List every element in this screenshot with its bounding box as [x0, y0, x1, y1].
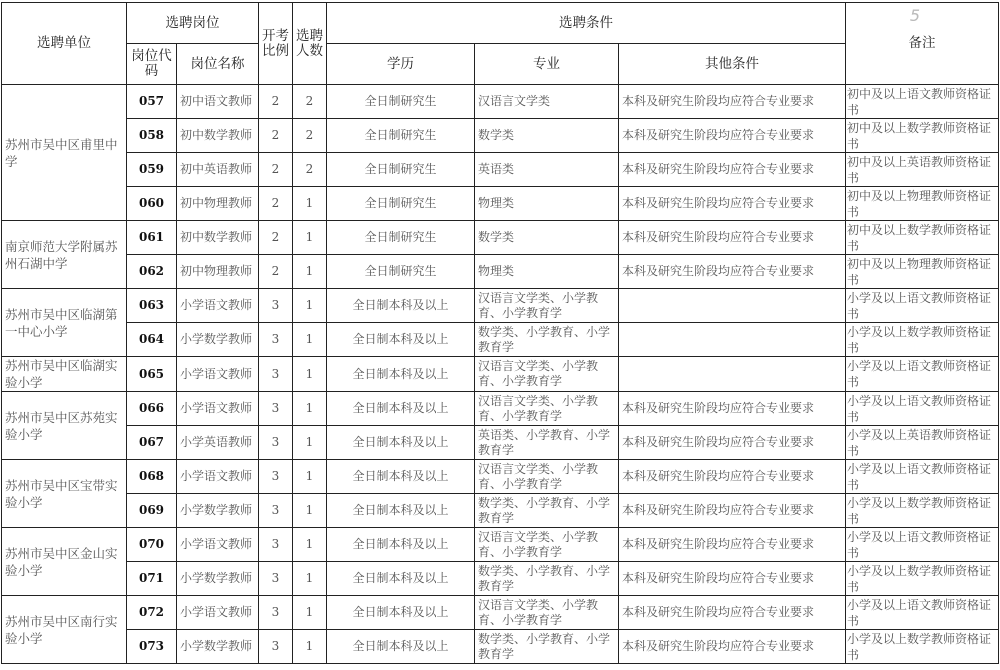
other-conditions-cell: 本科及研究生阶段均应符合专业要求 — [619, 630, 846, 664]
remark-cell: 小学及以上英语教师资格证书 — [846, 426, 999, 460]
count-cell: 2 — [293, 119, 327, 153]
remark-cell: 初中及以上数学教师资格证书 — [846, 221, 999, 255]
unit-name-cell: 苏州市吴中区临湖实验小学 — [2, 357, 127, 392]
position-code-cell: 062 — [127, 255, 177, 289]
ratio-cell: 3 — [259, 426, 293, 460]
position-name-cell: 小学数学教师 — [177, 562, 259, 596]
remark-cell: 小学及以上语文教师资格证书 — [846, 392, 999, 426]
count-cell: 1 — [293, 460, 327, 494]
count-cell: 1 — [293, 323, 327, 357]
ratio-cell: 3 — [259, 630, 293, 664]
table-row — [2, 119, 999, 153]
header-count: 选聘人数 — [293, 3, 327, 85]
position-name-cell: 初中物理教师 — [177, 255, 259, 289]
position-code-cell: 068 — [127, 460, 177, 494]
major-cell: 汉语言文学类、小学教育、小学教育学 — [475, 460, 619, 494]
header-unit: 选聘单位 — [2, 3, 127, 85]
major-cell: 数学类、小学教育、小学教育学 — [475, 494, 619, 528]
position-name-cell: 初中数学教师 — [177, 221, 259, 255]
position-code-cell: 063 — [127, 289, 177, 323]
header-position-code: 岗位代码 — [127, 44, 177, 85]
remark-cell: 小学及以上语文教师资格证书 — [846, 289, 999, 323]
position-name-cell: 小学语文教师 — [177, 357, 259, 392]
count-cell: 1 — [293, 528, 327, 562]
count-cell: 1 — [293, 426, 327, 460]
unit-name-cell: 苏州市吴中区苏苑实验小学 — [2, 392, 127, 460]
position-name-cell: 小学数学教师 — [177, 630, 259, 664]
header-major: 专业 — [475, 44, 619, 85]
count-cell: 1 — [293, 221, 327, 255]
table-row — [2, 630, 999, 664]
other-conditions-cell: 本科及研究生阶段均应符合专业要求 — [619, 187, 846, 221]
position-code-cell: 061 — [127, 221, 177, 255]
education-cell: 全日制研究生 — [327, 187, 475, 221]
table-row — [2, 153, 999, 187]
major-cell: 数学类、小学教育、小学教育学 — [475, 630, 619, 664]
other-conditions-cell: 本科及研究生阶段均应符合专业要求 — [619, 494, 846, 528]
remark-cell: 初中及以上语文教师资格证书 — [846, 85, 999, 119]
remark-cell: 初中及以上英语教师资格证书 — [846, 153, 999, 187]
education-cell: 全日制本科及以上 — [327, 426, 475, 460]
position-code-cell: 060 — [127, 187, 177, 221]
remark-cell: 初中及以上物理教师资格证书 — [846, 255, 999, 289]
remark-cell: 小学及以上数学教师资格证书 — [846, 323, 999, 357]
major-cell: 汉语言文学类、小学教育、小学教育学 — [475, 528, 619, 562]
table-row — [2, 528, 999, 562]
position-name-cell: 小学英语教师 — [177, 426, 259, 460]
count-cell: 2 — [293, 85, 327, 119]
education-cell: 全日制研究生 — [327, 119, 475, 153]
ratio-cell: 3 — [259, 528, 293, 562]
position-name-cell: 小学语文教师 — [177, 528, 259, 562]
position-name-cell: 小学数学教师 — [177, 323, 259, 357]
remark-cell: 小学及以上语文教师资格证书 — [846, 460, 999, 494]
count-cell: 1 — [293, 392, 327, 426]
table-row — [2, 426, 999, 460]
other-conditions-cell: 本科及研究生阶段均应符合专业要求 — [619, 221, 846, 255]
major-cell: 汉语言文学类、小学教育、小学教育学 — [475, 357, 619, 392]
position-code-cell: 071 — [127, 562, 177, 596]
other-conditions-cell: 本科及研究生阶段均应符合专业要求 — [619, 562, 846, 596]
education-cell: 全日制本科及以上 — [327, 357, 475, 392]
remark-cell: 小学及以上语文教师资格证书 — [846, 357, 999, 392]
major-cell: 数学类 — [475, 221, 619, 255]
position-code-cell: 058 — [127, 119, 177, 153]
table-row — [2, 85, 999, 119]
position-name-cell: 小学语文教师 — [177, 289, 259, 323]
position-code-cell: 064 — [127, 323, 177, 357]
table-row — [2, 357, 999, 392]
header-conditions-group: 选聘条件 — [327, 3, 846, 44]
position-name-cell: 初中物理教师 — [177, 187, 259, 221]
unit-name-cell: 苏州市吴中区金山实验小学 — [2, 528, 127, 596]
position-name-cell: 小学语文教师 — [177, 392, 259, 426]
ratio-cell: 2 — [259, 119, 293, 153]
count-cell: 1 — [293, 562, 327, 596]
position-code-cell: 069 — [127, 494, 177, 528]
education-cell: 全日制本科及以上 — [327, 323, 475, 357]
table-row — [2, 255, 999, 289]
header-other-conditions: 其他条件 — [619, 44, 846, 85]
position-name-cell: 小学语文教师 — [177, 460, 259, 494]
ratio-cell: 2 — [259, 153, 293, 187]
ratio-cell: 2 — [259, 221, 293, 255]
remark-cell: 初中及以上物理教师资格证书 — [846, 187, 999, 221]
other-conditions-cell — [619, 357, 846, 392]
position-name-cell: 小学数学教师 — [177, 494, 259, 528]
education-cell: 全日制本科及以上 — [327, 392, 475, 426]
education-cell: 全日制本科及以上 — [327, 460, 475, 494]
table-row — [2, 187, 999, 221]
page-number: 5 — [909, 6, 920, 25]
major-cell: 英语类 — [475, 153, 619, 187]
position-code-cell: 066 — [127, 392, 177, 426]
position-name-cell: 小学语文教师 — [177, 596, 259, 630]
unit-name-cell: 苏州市吴中区甫里中学 — [2, 85, 127, 221]
remark-cell: 小学及以上数学教师资格证书 — [846, 562, 999, 596]
table-row — [2, 221, 999, 255]
count-cell: 1 — [293, 255, 327, 289]
table-row — [2, 596, 999, 630]
other-conditions-cell: 本科及研究生阶段均应符合专业要求 — [619, 392, 846, 426]
education-cell: 全日制研究生 — [327, 255, 475, 289]
position-name-cell: 初中数学教师 — [177, 119, 259, 153]
other-conditions-cell: 本科及研究生阶段均应符合专业要求 — [619, 119, 846, 153]
header-ratio: 开考比例 — [259, 3, 293, 85]
position-code-cell: 072 — [127, 596, 177, 630]
count-cell: 1 — [293, 187, 327, 221]
remark-cell: 小学及以上语文教师资格证书 — [846, 528, 999, 562]
other-conditions-cell — [619, 289, 846, 323]
header-position-name: 岗位名称 — [177, 44, 259, 85]
education-cell: 全日制本科及以上 — [327, 289, 475, 323]
unit-name-cell: 苏州市吴中区临湖第一中心小学 — [2, 289, 127, 357]
ratio-cell: 3 — [259, 357, 293, 392]
ratio-cell: 3 — [259, 460, 293, 494]
count-cell: 1 — [293, 289, 327, 323]
ratio-cell: 3 — [259, 562, 293, 596]
table-row — [2, 460, 999, 494]
education-cell: 全日制研究生 — [327, 221, 475, 255]
major-cell: 物理类 — [475, 255, 619, 289]
education-cell: 全日制本科及以上 — [327, 562, 475, 596]
other-conditions-cell: 本科及研究生阶段均应符合专业要求 — [619, 426, 846, 460]
other-conditions-cell — [619, 323, 846, 357]
major-cell: 汉语言文学类 — [475, 85, 619, 119]
count-cell: 1 — [293, 494, 327, 528]
unit-name-cell: 南京师范大学附属苏州石湖中学 — [2, 221, 127, 289]
unit-name-cell: 苏州市吴中区宝带实验小学 — [2, 460, 127, 528]
ratio-cell: 2 — [259, 85, 293, 119]
remark-cell: 小学及以上数学教师资格证书 — [846, 494, 999, 528]
remark-cell: 小学及以上语文教师资格证书 — [846, 596, 999, 630]
count-cell: 2 — [293, 153, 327, 187]
table-row — [2, 323, 999, 357]
major-cell: 数学类、小学教育、小学教育学 — [475, 323, 619, 357]
position-code-cell: 067 — [127, 426, 177, 460]
education-cell: 全日制本科及以上 — [327, 596, 475, 630]
other-conditions-cell: 本科及研究生阶段均应符合专业要求 — [619, 596, 846, 630]
other-conditions-cell: 本科及研究生阶段均应符合专业要求 — [619, 528, 846, 562]
position-name-cell: 初中英语教师 — [177, 153, 259, 187]
major-cell: 英语类、小学教育、小学教育学 — [475, 426, 619, 460]
position-code-cell: 065 — [127, 357, 177, 392]
count-cell: 1 — [293, 596, 327, 630]
education-cell: 全日制研究生 — [327, 153, 475, 187]
count-cell: 1 — [293, 357, 327, 392]
ratio-cell: 3 — [259, 494, 293, 528]
other-conditions-cell: 本科及研究生阶段均应符合专业要求 — [619, 153, 846, 187]
table-row — [2, 494, 999, 528]
education-cell: 全日制本科及以上 — [327, 528, 475, 562]
ratio-cell: 2 — [259, 187, 293, 221]
position-code-cell: 070 — [127, 528, 177, 562]
recruitment-table — [1, 2, 999, 664]
position-code-cell: 059 — [127, 153, 177, 187]
table-body — [2, 85, 999, 664]
education-cell: 全日制本科及以上 — [327, 630, 475, 664]
major-cell: 汉语言文学类、小学教育、小学教育学 — [475, 596, 619, 630]
header-position-group: 选聘岗位 — [127, 3, 259, 44]
unit-name-cell: 苏州市吴中区南行实验小学 — [2, 596, 127, 664]
major-cell: 数学类 — [475, 119, 619, 153]
count-cell: 1 — [293, 630, 327, 664]
major-cell: 物理类 — [475, 187, 619, 221]
remark-cell: 小学及以上数学教师资格证书 — [846, 630, 999, 664]
ratio-cell: 3 — [259, 289, 293, 323]
position-name-cell: 初中语文教师 — [177, 85, 259, 119]
header-education: 学历 — [327, 44, 475, 85]
ratio-cell: 2 — [259, 255, 293, 289]
major-cell: 汉语言文学类、小学教育、小学教育学 — [475, 289, 619, 323]
major-cell: 汉语言文学类、小学教育、小学教育学 — [475, 392, 619, 426]
education-cell: 全日制本科及以上 — [327, 494, 475, 528]
remark-cell: 初中及以上数学教师资格证书 — [846, 119, 999, 153]
ratio-cell: 3 — [259, 392, 293, 426]
ratio-cell: 3 — [259, 596, 293, 630]
other-conditions-cell: 本科及研究生阶段均应符合专业要求 — [619, 255, 846, 289]
other-conditions-cell: 本科及研究生阶段均应符合专业要求 — [619, 85, 846, 119]
table-row — [2, 562, 999, 596]
other-conditions-cell: 本科及研究生阶段均应符合专业要求 — [619, 460, 846, 494]
education-cell: 全日制研究生 — [327, 85, 475, 119]
table-row — [2, 392, 999, 426]
major-cell: 数学类、小学教育、小学教育学 — [475, 562, 619, 596]
position-code-cell: 057 — [127, 85, 177, 119]
table-row — [2, 289, 999, 323]
ratio-cell: 3 — [259, 323, 293, 357]
position-code-cell: 073 — [127, 630, 177, 664]
header-remark: 备注 — [846, 3, 999, 85]
